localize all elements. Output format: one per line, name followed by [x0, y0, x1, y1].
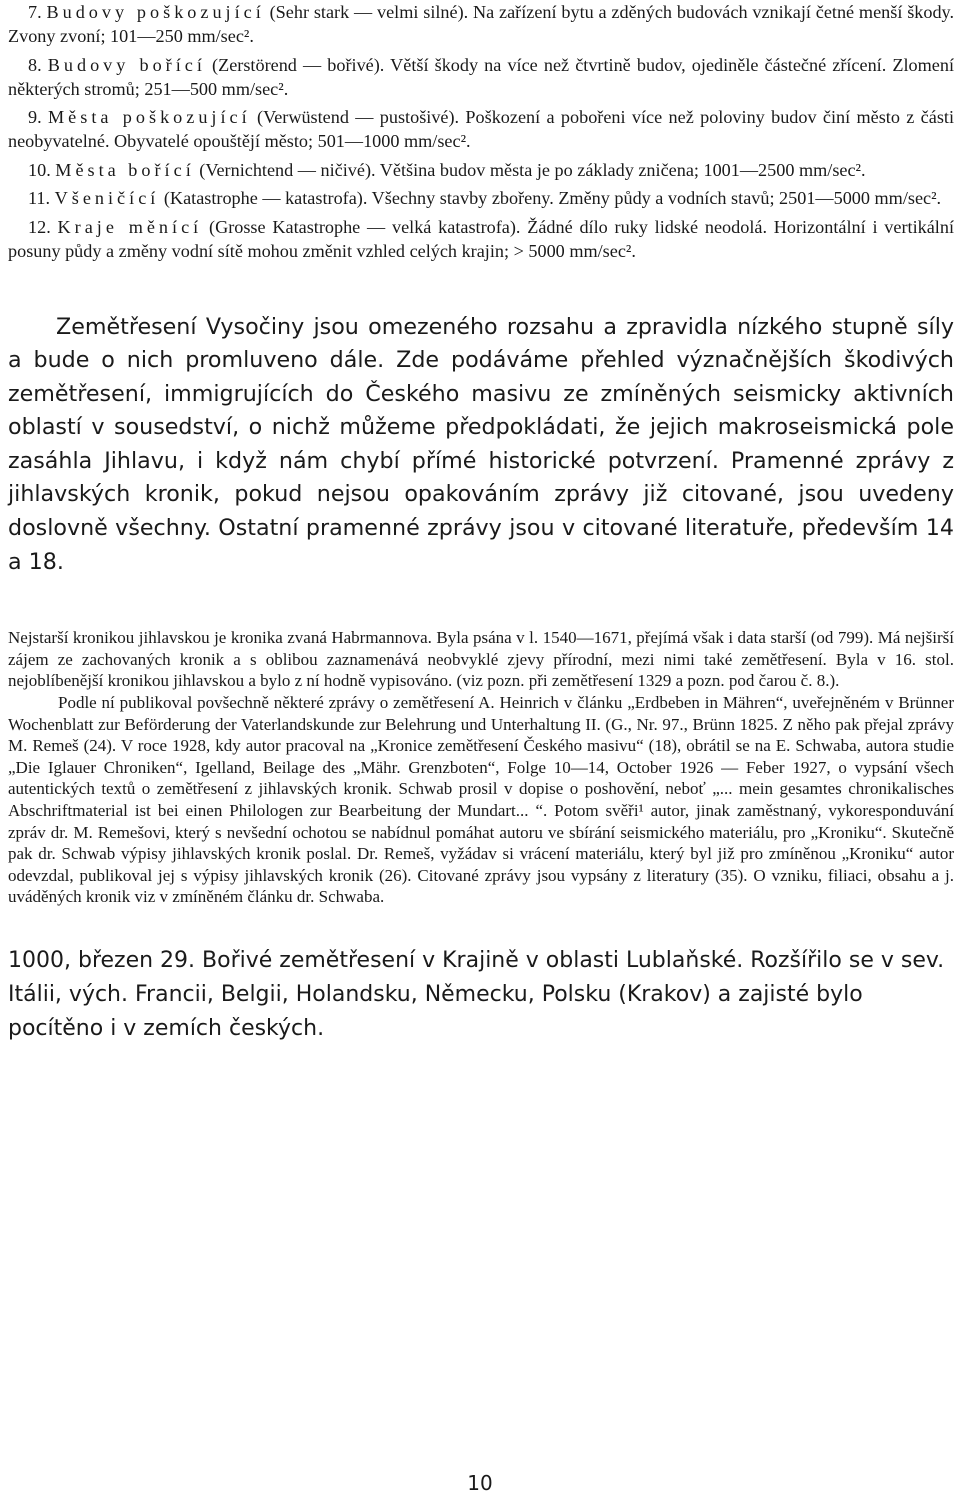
note-paragraph: Nejstarší kronikou jihlavskou je kronika zvaná Habrmannova. Byla psána v l. 1540—1671, přejímá však i data starší (od 799). Má nejširší zájem ze zachovaných kronik a s oblibou zaznamenává neobvyklé zjevy přírodní, mezi nimi také zemětřesení. Byla v 16. stol. nejoblíbenější kronikou jihlavskou a bylo z ní hodně vypisováno. (viz pozn. při zemětřesení 1329 a pozn. pod čarou č. 8.). [8, 628, 954, 691]
scale-item [8, 105, 954, 153]
earthquake-entry [8, 944, 954, 1045]
scale-item [8, 186, 954, 210]
scale-number: 8. [28, 54, 42, 75]
page-number: 10 [467, 1471, 493, 1495]
scale-number: 10. [28, 159, 51, 180]
chronicle-notes [8, 627, 954, 908]
scale-item [8, 158, 954, 182]
scale-number: 7. [28, 2, 42, 22]
page [8, 0, 954, 1045]
scale-description: (Sehr stark — velmi silné). Na zařízení bytu a zděných budovách vznikají četné menší škody. Zvony zvoní; 101—250 mm/sec². [8, 2, 955, 46]
scale-number: 12. [28, 216, 51, 237]
scale-description: (Vernichtend — ničivé). Většina budov města je po základy zničena; 1001—2500 mm/sec². [194, 159, 866, 180]
scale-number: 11. [28, 188, 51, 208]
scale-item [8, 0, 954, 48]
main-paragraph-section [8, 311, 954, 580]
scale-number: 9. [28, 107, 42, 127]
intensity-scale [8, 0, 954, 263]
scale-term: Města bořící [55, 159, 195, 180]
note-paragraph: Podle ní publikoval povšechně některé zprávy o zemětřesení A. Heinrich v článku „Erdbeben in Mähren“, uveřejněném v Brünner Wochenblatt zur Beförderung der Vaterlandskunde zur Belehrung und Unterhaltung II. (G., Nr. 97., Brünn 1825. Z něho pak přejal zprávy M. Remeš (24). V roce 1928, kdy autor pracoval na „Kronice zemětřesení Českého masivu“ (18), obrátil se na E. Schwaba, autora studie „Die Iglauer Chroniken“, Igelland, Beilage des „Mähr. Grenzboten“, Folge 10—14, October 1926 — Feber 1927, o vypsání všech autentických textů o zemětřesení z jihlavských kronik. Schwab prosil v dopise o poshovění, neboť „... mein gesamtes chronikalisches Abschriftmaterial ist bei einen Philologen zur Bearbeitung der Mundart... “. Potom svěři¹ autor, jinak zaměstnaný, vykoresponduvání zpráv dr. M. Remešovi, který s nevšední ochotou se nabídnul pomáhat autoru ve sbírání seismického materiálu, pro „Kroniku“. Skutečně pak dr. Schwab výpisy jihlavských kronik poslal. Dr. Remeš, vyžádav si vrácení materiálu, který byl již pro zmíněnou „Kroniku“ autor odevzdal, publikoval jej s výpisy jihlavských kronik (26). Citované zprávy jsou vypsány z literatury (35). O vzniku, filiaci, obsahu a j. uváděných kronik viz v zmíněném článku dr. Schwaba. [8, 693, 954, 907]
scale-description: (Verwüstend — pustošivé). Poškození a pobořeni více než poloviny budov činí město z části neobyvatelné. Obyvatelé opouštějí město; 501—1000 mm/sec². [8, 107, 955, 151]
main-paragraph: Zemětřesení Vysočiny jsou omezeného rozsahu a zpravidla nízkého stupně síly a bude o nich promluveno dále. Zde podáváme přehled význačnějších škodivých zemětřesení, immigrujících do Českého masivu ze zmíněných seismicky aktivních oblastí v sousedství, o nichž můžeme předpokládati, že jejich makroseismická pole zasáhla Jihlavu, i když nám chybí přímé historické potvrzení. Pramenné zprávy z jihlavských kronik, pokud nejsou opakováním zprávy již citované, jsou uvedeny doslovně všechny. Ostatní pramenné zprávy jsou v citované literatuře, především 14 a 18. [8, 313, 954, 575]
scale-term: Města poškozující [47, 107, 251, 127]
scale-item [8, 53, 954, 101]
entry-paragraph: 1000, březen 29. Bořivé zemětřesení v Krajině v oblasti Lublaňské. Rozšířilo se v sev. Itálii, vých. Francii, Belgii, Holandsku, Německu, Polsku (Krakov) a zajisté bylo pocítěno i v zemích českých. [8, 947, 945, 1041]
scale-term: Budovy bořící [47, 54, 206, 75]
scale-description: (Zerstörend — bořivé). Větší škody na více než čtvrtině budov, ojediněle částečné zřícení. Zlomení některých stromů; 251—500 mm/sec². [8, 54, 955, 99]
scale-description: (Katastrophe — katastrofa). Všechny stavby zbořeny. Změny půdy a vodních stavů; 2501—5000 mm/sec². [159, 188, 942, 208]
scale-item [8, 215, 954, 263]
scale-description: (Grosse Katastrophe — velká katastrofa). Žádné dílo ruky lidské neodolá. Horizontální i vertikální posuny půdy a změny vodní sítě mohou změnit vzhled celých krajin; > 5000 mm/sec². [8, 216, 954, 261]
scale-term: Budovy poškozující [46, 2, 265, 22]
scale-term: Všeničící [54, 188, 160, 208]
scale-term: Kraje měnící [57, 216, 203, 237]
